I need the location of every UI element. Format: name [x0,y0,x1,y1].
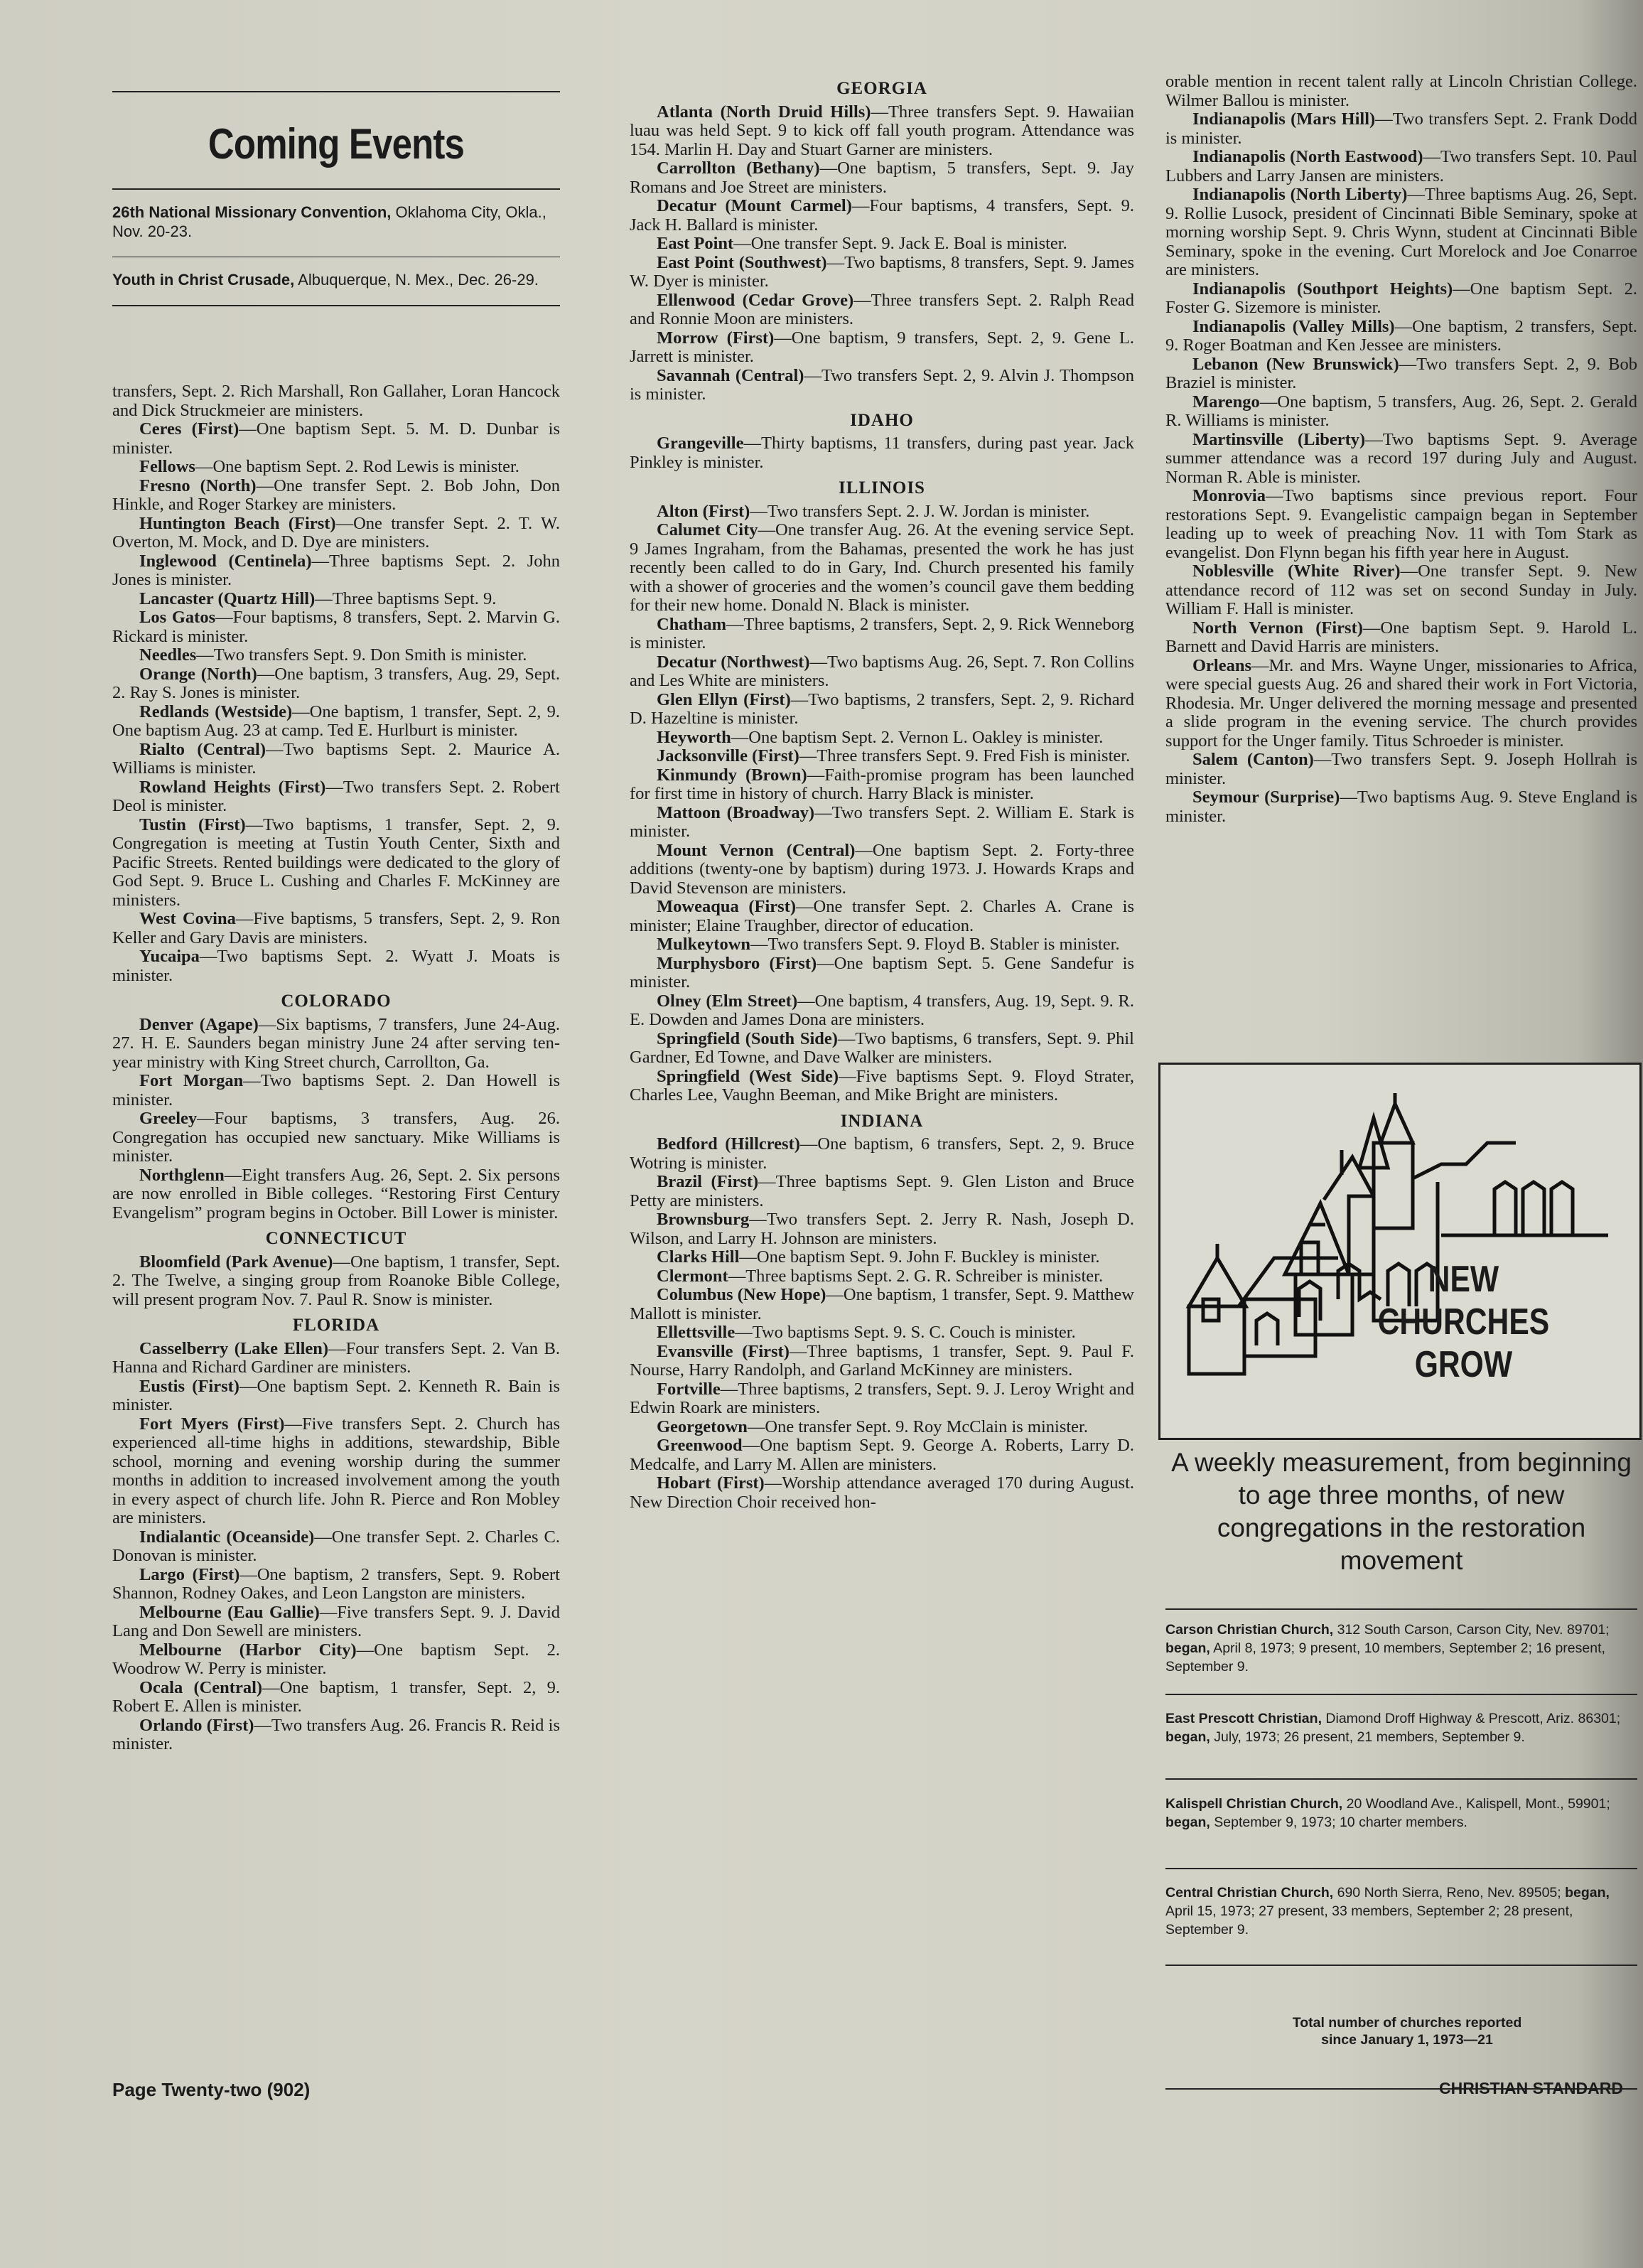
church-name: Atlanta (North Druid Hills) [657,102,871,122]
church-address: 20 Woodland Ave., Kalispell, Mont., 59901; [1342,1796,1610,1812]
church-name: Decatur (Northwest) [657,652,810,672]
church-address: 312 South Carson, Carson City, Nev. 89701; [1333,1622,1610,1638]
report-text: —Two baptisms Aug. 26, Sept. 7. Ron Collins and Les White are ministers. [630,652,1134,690]
total-line: since January 1, 1973—21 [1321,2032,1493,2048]
report-text: —Two transfers Sept. 2. J. W. Jordan is minister. [750,501,1090,521]
church-name: Martinsville (Liberty) [1192,429,1366,449]
church-report [112,665,560,703]
report-text: —One baptism, 2 transfers, Sept. 9. Robert Shannon, Rodney Oakes, and Leon Langston are ministers. [112,1564,560,1603]
church-name: Huntington Beach (First) [139,513,336,533]
report-text: —Two baptisms, 2 transfers, Sept. 2, 9. Richard D. Hazeltine is minister. [630,689,1134,728]
divider [112,91,560,92]
report-text: —Two baptisms Sept. 2. Dan Howell is minister. [112,1071,561,1109]
church-report [630,197,1134,235]
event-name: Youth in Christ Crusade, [112,271,295,289]
church-report [112,1641,560,1679]
church-report [630,1267,1134,1286]
church-name: Morrow (First) [657,328,775,348]
began-label: began, [1165,1729,1210,1745]
report-text: —Three transfers Sept. 2. Ralph Read and Ronnie Moon are ministers. [630,290,1134,328]
report-text: —Three baptisms, 1 transfer, Sept. 9. Paul F. Nourse, Harry Randolph, and Garland McKinney are ministers. [630,1341,1134,1380]
church-report [1165,355,1637,393]
report-text: —Two baptisms since previous report. Four restorations Sept. 9. Evangelistic campaign began in September leading up to week of preaching Nov. 11 with Tom Stark as evangelist. Don Flynn began his fifth year here in August. [1165,486,1637,562]
church-report [112,1528,560,1566]
report-text: —Worship attendance averaged 170 during August. New Direction Choir received hon- [630,1473,1135,1512]
report-text: —One baptism Sept. 2. Forty-three additions (twenty-one by baptism) during 1973. J. Howards Kraps and David Stevenson are ministers. [630,840,1135,898]
church-name: Ocala (Central) [139,1677,263,1697]
church-report [630,766,1134,804]
report-text: —One baptism, 1 transfer, Sept. 9. Matthew Mallott is minister. [630,1285,1134,1323]
report-text: —One baptism, 6 transfers, Sept. 2, 9. Bruce Wotring is minister. [630,1134,1134,1173]
event-detail: Oklahoma City, Okla., Nov. 20-23. [112,203,546,240]
report-text: —Two transfers Sept. 9. Floyd B. Stabler is minister. [750,935,1120,954]
church-report [630,1343,1134,1380]
page-number: Page Twenty-two (902) [112,2079,311,2100]
church-report [1165,619,1637,657]
report-text: —Two transfers Sept. 9. Don Smith is minister. [196,645,527,665]
report-text: —One baptism, 1 transfer, Sept. 2. The Twelve, a singing group from Roanoke Bible College, will present program Nov. 7. Paul R. Snow is minister. [112,1252,560,1309]
church-name: Hobart (First) [657,1473,765,1493]
divider [1165,1868,1637,1869]
report-text: —Two baptisms Sept. 2. Maurice A. Williams is minister. [112,739,560,778]
church-report [630,367,1134,404]
church-name: Calumet City [657,520,758,539]
church-report [112,1016,560,1073]
church-report [1165,318,1637,355]
report-text: —One transfer Sept. 2. Charles C. Donovan is minister. [112,1527,560,1565]
report-text: —Thirty baptisms, 11 transfers, during past year. Jack Pinkley is minister. [630,434,1134,472]
church-name: East Point [657,234,734,253]
church-name: Tustin (First) [139,815,246,834]
church-name: Indianapolis (Valley Mills) [1192,316,1395,336]
church-report [1165,788,1637,826]
report-text: —One baptism, 1 transfer, Sept. 2, 9. Robert E. Allen is minister. [112,1677,560,1716]
church-name: Clarks Hill [657,1247,740,1267]
report-text: —Two baptisms, 8 transfers, Sept. 9. James W. Dyer is minister. [630,252,1134,291]
church-report [630,103,1134,160]
report-text: —Three baptisms, 2 transfers, Sept. 2, 9. Rick Wenneborg is minister. [630,614,1134,652]
church-name: Carson Christian Church, [1165,1622,1334,1638]
state-heading: CONNECTICUT [265,1229,407,1248]
church-name: Glen Ellyn (First) [657,689,791,709]
report-text: —Two transfers Sept. 2, 9. Bob Braziel is minister. [1165,354,1637,392]
event-name: 26th National Missionary Convention, [112,203,392,221]
church-name: Orange (North) [139,664,257,684]
church-report [630,747,1134,766]
church-name: Springfield (West Side) [657,1066,839,1086]
church-report [112,910,560,947]
church-name: Salem (Canton) [1192,750,1314,769]
new-churches-grow-title [1364,1258,1563,1386]
report-text: —One baptism Sept. 9. Harold L. Barnett and David Harris are ministers. [1165,618,1638,656]
church-name: Mount Vernon (Central) [657,840,856,860]
state-heading: INDIANA [840,1111,924,1131]
report-text: —Four baptisms, 3 transfers, Aug. 26. Congregation has occupied new sanctuary. Mike Williams is minister. [112,1109,560,1166]
church-report [630,898,1134,935]
church-name: Heyworth [657,727,731,747]
report-text: —Five baptisms, 5 transfers, Sept. 2, 9. Ron Keller and Gary Davis are ministers. [112,909,560,947]
church-name: Kalispell Christian Church, [1165,1796,1343,1812]
church-name: Lebanon (New Brunswick) [1192,354,1399,374]
divider [1165,1608,1637,1610]
church-report [630,992,1134,1030]
new-churches-subtitle: A weekly measurement, from beginning to age three months, of new congregations in the restoration movement [1171,1448,1632,1575]
report-text: —One transfer Aug. 26. At the evening service Sept. 9 James Ingraham, from the Bahamas, presented the work he has just recently been called to do in Gary, Ind. Church presented his family with a shower of groceries and the women’s council gave them bedding for their new home. Donald N. Black is minister. [630,520,1134,615]
church-name: Bedford (Hillcrest) [657,1134,800,1154]
report-text: —Three transfers Sept. 9. Fred Fish is minister. [799,746,1131,765]
church-report [630,935,1134,955]
report-text: —Five baptisms Sept. 9. Floyd Strater, Charles Lee, Vaughn Beeman, and Mike Bright are ministers. [630,1066,1134,1105]
report-text: —Two transfers Sept. 2, 9. Alvin J. Thompson is minister. [630,365,1134,404]
church-name: Ceres (First) [139,419,239,439]
church-name: West Covina [139,909,236,928]
report-text: —One baptism Sept. 2. Woodrow W. Perry is minister. [112,1640,560,1678]
church-name: Denver (Agape) [139,1014,259,1034]
report-text: —Two baptisms Sept. 2. Wyatt J. Moats is minister. [112,947,560,985]
report-text: —Three baptisms Sept. 9. Glen Liston and Bruce Petty are ministers. [630,1172,1134,1210]
new-church-entry [1165,1795,1637,1832]
church-name: Central Christian Church, [1165,1885,1334,1901]
church-name: Needles [139,645,197,665]
report-text: —Five transfers Sept. 2. Church has experienced all-time highs in additions, stewardship, Bible school, morning and evening worship during the summer months in addition to increased involvement among the youth in every aspect of church life. John R. Pierce and Ron Mobley are ministers. [112,1414,560,1527]
church-name: Columbus (New Hope) [657,1285,826,1304]
state-heading: GEORGIA [836,79,927,98]
report-text: —One transfer Sept. 9. New attendance record of 112 was set on second Sunday in July. William F. Hall is minister. [1165,561,1637,618]
report-text: —Two baptisms Sept. 9. Average summer attendance was a record 197 during July and August. Norman R. Able is minister. [1165,429,1637,487]
church-report [630,1418,1134,1437]
church-name: Decatur (Mount Carmel) [657,196,852,215]
church-report [630,729,1134,748]
church-name: Redlands (Westside) [139,702,293,721]
report-text: —One baptism, 4 transfers, Aug. 19, Sept. 9. R. E. Dowden and James Dona are ministers. [630,991,1134,1029]
church-report [112,947,560,985]
church-report [1165,186,1637,280]
report-text: —Two transfers Sept. 9. Joseph Hollrah is minister. [1165,750,1637,788]
church-report [112,515,560,552]
church-report [630,1030,1134,1068]
church-name: Lancaster (Quartz Hill) [139,589,316,608]
church-report [112,420,560,458]
church-report [630,1474,1134,1512]
report-text: —One baptism Sept. 9. John F. Buckley is minister. [739,1247,1100,1267]
church-report [112,458,560,477]
church-report [112,1566,560,1603]
church-name: Largo (First) [139,1564,240,1584]
church-name: East Point (Southwest) [657,252,827,272]
report-text: —One transfer Sept. 2. Bob John, Don Hinkle, and Roger Starkey are ministers. [112,475,560,514]
report-text: —Six baptisms, 7 transfers, June 24-Aug. 27. H. E. Saunders began ministry June 24 after serving ten-year ministry with King Street church, Carrollton, Ga. [112,1014,560,1072]
church-report [112,1716,560,1754]
church-details: September 9, 1973; 10 charter members. [1210,1815,1467,1830]
event-item [112,257,560,305]
church-report [1165,657,1637,751]
report-text: —Four transfers Sept. 2. Van B. Hanna and Richard Gardiner are ministers. [112,1338,560,1377]
report-text: —Two transfers Aug. 26. Francis R. Reid is minister. [112,1715,560,1753]
report-text: —One transfer Sept. 2. Charles A. Crane is minister; Elaine Traughber, director of education. [630,897,1134,935]
church-report [112,646,560,665]
church-name: Melbourne (Harbor City) [139,1640,357,1660]
church-report [630,1248,1134,1267]
report-text: —One baptism, 2 transfers, Sept. 9. Roger Boatman and Ken Jessee are ministers. [1165,316,1637,355]
report-text: —One baptism, 9 transfers, Sept. 2, 9. Gene L. Jarrett is minister. [630,328,1135,366]
church-name: Grangeville [657,434,744,453]
report-text: —Eight transfers Aug. 26, Sept. 2. Six persons are now enrolled in Bible colleges. “Restoring First Century Evangelism” program begins in October. Bill Lower is minister. [112,1165,560,1222]
church-report [112,608,560,646]
church-report [630,291,1134,329]
church-report [1165,751,1637,788]
church-name: Savannah (Central) [657,365,804,385]
church-report [112,1253,560,1310]
church-report [112,382,560,420]
church-name: Fortville [657,1379,721,1399]
report-text: —Three baptisms Sept. 9. [315,589,497,608]
report-text: —Two baptisms Aug. 9. Steve England is minister. [1165,788,1637,826]
report-text: —Three baptisms Sept. 2. John Jones is minister. [112,551,560,589]
church-report [112,1166,560,1223]
began-label: began, [1565,1885,1610,1901]
church-name: Orleans [1192,655,1252,675]
church-name: Springfield (South Side) [657,1028,838,1048]
new-church-entry [1165,1621,1637,1676]
church-name: Brazil (First) [657,1172,759,1191]
church-name: Rowland Heights (First) [139,777,326,797]
column-1 [112,382,560,1754]
church-name: Indialantic (Oceanside) [139,1527,315,1547]
church-name: Brownsburg [657,1210,750,1229]
church-report [1165,487,1637,562]
state-heading: FLORIDA [292,1316,380,1335]
church-report [112,1415,560,1528]
report-text: —Two transfers Sept. 2. Frank Dodd is minister. [1165,109,1637,148]
church-report [630,955,1134,992]
church-name: Fresno (North) [139,475,257,495]
report-text: —One baptism, 5 transfers, Sept. 9. Jay Romans and Joe Street are ministers. [630,158,1135,197]
church-name: Evansville (First) [657,1341,790,1361]
church-report [630,1286,1134,1323]
began-label: began, [1165,1640,1210,1656]
column-3 [1165,72,1637,826]
church-name: East Prescott Christian, [1165,1711,1322,1726]
church-name: Los Gatos [139,608,216,627]
report-text: —Three baptisms Sept. 2. G. R. Schreiber is minister. [728,1266,1104,1286]
church-name: Georgetown [657,1417,748,1436]
church-report [630,1210,1134,1248]
church-name: Inglewood (Centinela) [139,551,312,571]
divider [1165,1778,1637,1780]
report-text: —Two baptisms, 1 transfer, Sept. 2, 9. Congregation is meeting at Tustin Youth Center, Sixth and Pacific Streets. Rented buildings were dedicated to the glory of God Sept. 9. Bruce L. Cushing and Charles F. McKinney are ministers. [112,815,560,910]
report-text: —One transfer Sept. 2. T. W. Overton, M. Mock, and D. Dye are ministers. [112,513,561,552]
church-name: North Vernon (First) [1192,618,1363,638]
report-text: —Two baptisms, 6 transfers, Sept. 9. Phil Gardner, Ed Towne, and Dave Walker are ministers. [630,1028,1134,1067]
church-name: Kinmundy (Brown) [657,765,807,785]
church-report [1165,562,1637,619]
report-text: —One baptism Sept. 2. Kenneth R. Bain is minister. [112,1376,560,1414]
church-name: Yucaipa [139,947,200,966]
report-text: —One transfer Sept. 9. Roy McClain is minister. [747,1417,1088,1436]
church-name: Bloomfield (Park Avenue) [139,1252,333,1272]
church-report [630,1068,1134,1105]
began-label: began, [1165,1815,1210,1830]
church-name: Ellettsville [657,1323,736,1342]
church-name: Melbourne (Eau Gallie) [139,1602,320,1622]
church-name: Ellenwood (Cedar Grove) [657,290,854,310]
church-name: Murphysboro (First) [657,953,817,973]
report-text: —Two baptisms Sept. 9. S. C. Couch is minister. [735,1323,1076,1342]
church-name: Indianapolis (North Eastwood) [1192,147,1423,166]
report-text: —One baptism, 3 transfers, Aug. 29, Sept. 2. Ray S. Jones is minister. [112,664,560,702]
church-name: Fort Myers (First) [139,1414,285,1434]
title-line: CHURCHES [1377,1301,1550,1343]
church-report [112,477,560,515]
church-report [112,1377,560,1415]
church-report [630,1380,1134,1418]
report-text: —One baptism, 1 transfer, Sept. 2, 9. One baptism Aug. 23 at camp. Ted E. Hurlburt is minister. [112,702,560,740]
church-report [630,254,1134,291]
divider [112,305,560,306]
church-report [112,590,560,609]
publication-name: CHRISTIAN STANDARD [1439,2079,1623,2097]
church-name: Jacksonville (First) [657,746,799,765]
report-text: —One baptism, 5 transfers, Aug. 26, Sept. 2. Gerald R. Williams is minister. [1165,392,1637,430]
church-report [112,552,560,590]
report-text: —One baptism Sept. 9. George A. Roberts, Larry D. Medcalfe, and Larry M. Allen are ministers. [630,1436,1134,1474]
church-name: Northglenn [139,1165,225,1185]
church-report [630,235,1134,254]
church-report [112,741,560,778]
church-name: Clermont [657,1266,728,1286]
report-text: —One baptism Sept. 2. Rod Lewis is minister. [195,457,519,476]
church-report [630,159,1134,197]
church-report [1165,431,1637,488]
report-text: —Two transfers Sept. 2. Robert Deol is minister. [112,777,560,815]
church-name: Greeley [139,1109,198,1128]
divider [1165,1965,1637,1966]
church-name: Eustis (First) [139,1376,239,1396]
church-report [630,842,1134,898]
church-details: April 15, 1973; 27 present, 33 members, September 2; 28 present, September 9. [1165,1903,1573,1938]
church-details: July, 1973; 26 present, 21 members, September 9. [1210,1729,1525,1745]
column-2 [630,72,1134,1512]
report-text: —Five transfers Sept. 9. J. David Lang and Don Sewell are ministers. [112,1602,560,1640]
church-report [1165,72,1637,110]
church-report [630,804,1134,842]
church-name: Fort Morgan [139,1071,244,1090]
title-line: GROW [1414,1344,1513,1385]
new-church-entry [1165,1709,1637,1746]
church-report [1165,148,1637,186]
church-name: Rialto (Central) [139,739,266,759]
report-text: —Two transfers Sept. 2. William E. Stark is minister. [630,802,1134,841]
report-text: —Two transfers Sept. 2. Jerry R. Nash, Joseph D. Wilson, and Larry H. Johnson are ministers. [630,1210,1134,1248]
church-report [630,521,1134,616]
total-line: Total number of churches reported [1292,2015,1522,2031]
coming-events-box [112,91,560,306]
church-name: Alton (First) [657,501,750,521]
church-name: Casselberry (Lake Ellen) [139,1338,329,1358]
report-text: —One baptism Sept. 2. Foster G. Sizemore is minister. [1165,279,1637,317]
church-report [112,1109,560,1166]
report-text: —Three baptisms, 2 transfers, Sept. 9. J. Leroy Wright and Edwin Roark are ministers. [630,1379,1134,1417]
church-report [630,1323,1134,1343]
report-text: —One baptism Sept. 5. Gene Sandefur is minister. [630,953,1134,991]
church-name: Greenwood [657,1436,743,1455]
church-address: Diamond Droff Highway & Prescott, Ariz. 86301; [1321,1711,1621,1726]
church-name: Indianapolis (Mars Hill) [1192,109,1376,129]
church-report [1165,393,1637,431]
event-item [112,190,560,257]
total-churches [1208,2014,1606,2048]
church-name: Carrollton (Bethany) [657,158,820,178]
divider [1165,1694,1637,1695]
church-name: Fellows [139,457,195,476]
event-detail: Albuquerque, N. Mex., Dec. 26-29. [294,271,539,289]
church-report [1165,110,1637,148]
church-name: Indianapolis (North Liberty) [1192,185,1408,204]
church-report [630,1135,1134,1173]
title-line: NEW [1428,1259,1499,1300]
coming-events-title: Coming Events [208,120,465,168]
church-name: Monrovia [1192,486,1266,505]
report-text: —Three baptisms Aug. 26, Sept. 9. Rollie Lusock, president of Cincinnati Bible Seminary, spoke at morning worship Sept. 9. Chris Wynn, student at Cincinnati Bible Seminary, spoke in the evening. Curt Morelock and Joe Conarroe are ministers. [1165,185,1637,279]
new-church-entry [1165,1883,1637,1939]
church-report [630,434,1134,472]
report-text: —One baptism Sept. 2. Vernon L. Oakley is minister. [731,727,1104,747]
church-report [1165,280,1637,318]
church-name: Marengo [1192,392,1260,412]
report-text: —One baptism Sept. 5. M. D. Dunbar is minister. [112,419,560,458]
state-heading: ILLINOIS [839,478,925,498]
church-report [630,616,1134,653]
report-text: —Four baptisms, 8 transfers, Sept. 2. Marvin G. Rickard is minister. [112,608,560,646]
church-report [630,653,1134,691]
church-name: Orlando (First) [139,1715,254,1735]
state-heading: IDAHO [850,410,914,430]
church-report [630,329,1134,367]
church-report [630,1436,1134,1474]
church-report [112,703,560,741]
church-name: Noblesville (White River) [1192,561,1401,581]
church-name: Seymour (Surprise) [1192,788,1340,807]
church-name: Chatham [657,614,727,634]
report-text: —Mr. and Mrs. Wayne Unger, missionaries to Africa, were special guests Aug. 26 and shared their work in Fort Victoria, Rhodesia. Mr. Unger delivered the morning message and presented a slide program in the evening service. The church provides support for the Unger family. Titus Schroeder is minister. [1165,655,1637,751]
church-report [112,1603,560,1641]
church-name: Mattoon (Broadway) [657,802,815,822]
church-details: April 8, 1973; 9 present, 10 members, September 2; 16 present, September 9. [1165,1640,1605,1675]
report-text: —Two transfers Sept. 10. Paul Lubbers and Larry Jansen are ministers. [1165,147,1638,186]
church-name: Olney (Elm Street) [657,991,798,1011]
church-report [630,502,1134,522]
church-report [112,1679,560,1716]
report-text: transfers, Sept. 2. Rich Marshall, Ron Gallaher, Loran Hancock and Dick Struckmeier are ministers. [112,382,560,420]
church-name: Moweaqua (First) [657,897,797,916]
church-report [112,816,560,910]
church-name: Mulkeytown [657,935,751,954]
report-text: —Faith-promise program has been launched for first time in history of church. Harry Black is minister. [630,765,1135,803]
report-text: —Four baptisms, 4 transfers, Sept. 9. Jack H. Ballard is minister. [630,196,1134,235]
church-report [112,778,560,816]
church-report [112,1072,560,1109]
report-text: —Three transfers Sept. 9. Hawaiian luau was held Sept. 9 to kick off fall youth program. Attendance was 154. Marlin H. Day and Stuart Garner are ministers. [630,102,1134,159]
church-name: Indianapolis (Southport Heights) [1192,279,1453,299]
church-report [112,1340,560,1377]
church-report [630,1173,1134,1210]
state-heading: COLORADO [281,991,392,1011]
report-text: orable mention in recent talent rally at Lincoln Christian College. Wilmer Ballou is minister. [1165,72,1637,110]
report-text: —One transfer Sept. 9. Jack E. Boal is minister. [733,234,1067,253]
church-address: 690 North Sierra, Reno, Nev. 89505; [1333,1885,1566,1901]
church-report [630,691,1134,729]
